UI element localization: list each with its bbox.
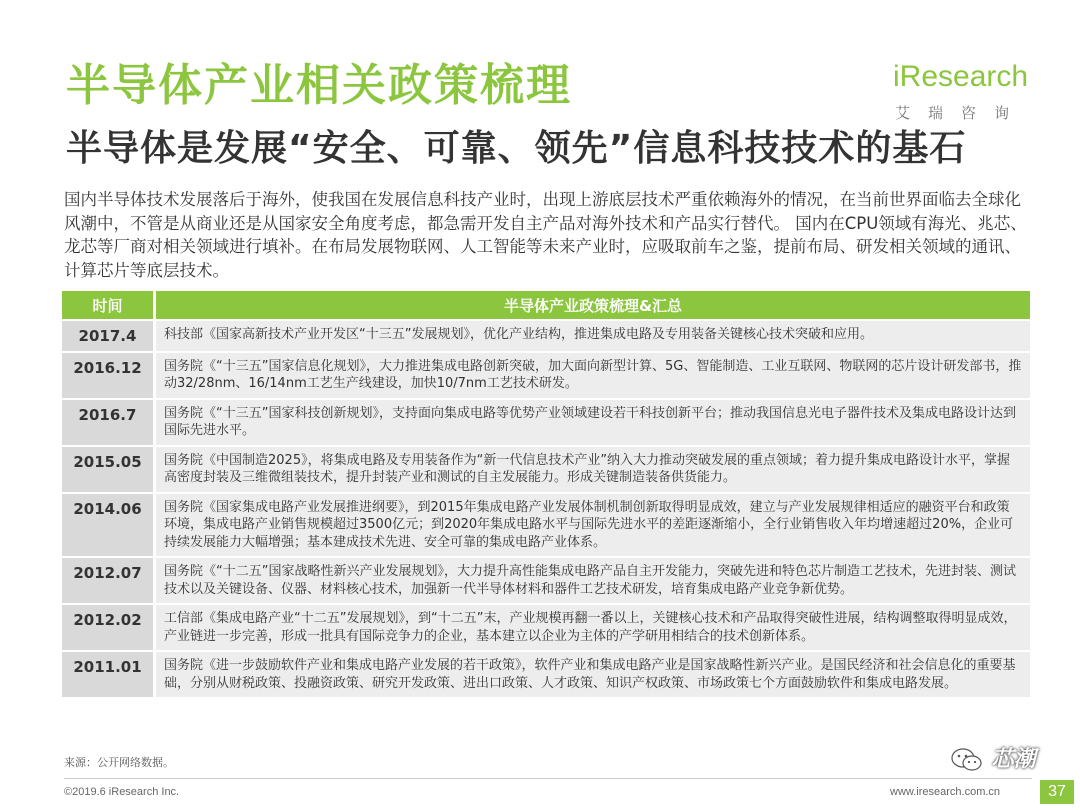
row-content: 国务院《进一步鼓励软件产业和集成电路产业发展的若干政策》，软件产业和集成电路产业是国家战略性新兴产业。是国民经济和社会信息化的重要基础，分别从财税政策、投融资政策、研究开发政策、进出口政策、人才政策、知识产权政策、市场政策七个方面鼓励软件和集成电路发展。 [156,652,1030,697]
row-content: 国务院《国家集成电路产业发展推进纲要》，到2015年集成电路产业发展体制机制创新取得明显成效，建立与产业发展规律相适应的融资平台和政策环境，集成电路产业销售规模超过3500亿元；到2020年集成电路水平与国际先进水平的差距逐渐缩小，全行业销售收入年均增速超过20%，企业可持续发展能力大幅增强；基本建成技术先进、安全可靠的集成电路产业体系。 [156,494,1030,557]
header-time: 时间 [62,291,156,319]
iresearch-logo [893,60,1029,130]
policy-table [62,289,1030,699]
row-content: 工信部《集成电路产业“十二五”发展规划》，到“十二五”末，产业规模再翻一番以上，关键核心技术和产品取得突破性进展，结构调整取得明显成效，产业链进一步完善，形成一批具有国际竞争力的企业，基本建立以企业为主体的产学研用相结合的技术创新体系。 [156,605,1030,650]
table-row [62,321,1030,351]
row-content: 科技部《国家高新技术产业开发区“十三五”发展规划》，优化产业结构，推进集成电路及专用装备关键核心技术突破和应用。 [156,321,1030,351]
page-subtitle: 半导体是发展“安全、可靠、领先”信息科技技术的基石 [66,128,967,169]
copyright-text: ©2019.6 iResearch Inc. [64,786,180,798]
table-row [62,494,1030,557]
row-time: 2012.07 [62,558,156,603]
row-content: 国务院《“十三五”国家信息化规划》，大力推进集成电路创新突破，加大面向新型计算、5G、智能制造、工业互联网、物联网的芯片设计研发部书，推动32/28nm、16/14nm工艺生产线建设，加快10/7nm工艺技术研发。 [156,353,1030,398]
row-time: 2016.12 [62,353,156,398]
intro-paragraph: 国内半导体技术发展落后于海外，使我国在发展信息科技产业时，出现上游底层技术严重依赖海外的情况，在当前世界面临去全球化风潮中，不管是从商业还是从国家安全角度考虑，都急需开发自主产品对海外技术和产品实行替代。 国内在CPU领域有海光、兆芯、龙芯等厂商对相关领域进行填补。在布局发展物联网、人工智能等未来产业时，应吸取前车之鉴，提前布局、研发相关领域的通讯、计算芯片等底层技术。 [64,190,1027,280]
header-summary: 半导体产业政策梳理&汇总 [156,291,1030,319]
row-content: 国务院《“十二五”国家战略性新兴产业发展规划》，大力提升高性能集成电路产品自主开发能力，突破先进和特色芯片制造工艺技术，先进封装、测试技术以及关键设备、仪器、材料核心技术，加强新一代半导体材料和器件工艺技术研发，培育集成电路产业竞争新优势。 [156,558,1030,603]
watermark [950,742,1060,782]
logo-wordmark: iResearch [893,60,1029,93]
table-row [62,447,1030,492]
source-note: 来源：公开网络数据。 [64,756,174,769]
row-content: 国务院《“十三五”国家科技创新规划》，支持面向集成电路等优势产业领域建设若干科技创新平台；推动我国信息光电子器件技术及集成电路设计达到国际先进水平。 [156,400,1030,445]
row-time: 2014.06 [62,494,156,557]
watermark-text: 芯潮 [991,747,1036,772]
table-row [62,558,1030,603]
row-time: 2012.02 [62,605,156,650]
page-title: 半导体产业相关政策梳理 [66,60,572,111]
row-time: 2017.4 [62,321,156,351]
website-url: www.iresearch.com.cn [890,786,1001,798]
table-row [62,400,1030,445]
table-row [62,652,1030,697]
table-row [62,353,1030,398]
table-row [62,605,1030,650]
page-number: 37 [1040,780,1074,804]
footer-divider [64,778,1032,779]
logo-chinese-name: 艾瑞咨询 [895,104,1028,122]
row-content: 国务院《中国制造2025》，将集成电路及专用装备作为“新一代信息技术产业”纳入大力推动突破发展的重点领域；着力提升集成电路设计水平，掌握高密度封装及三维微组装技术，提升封装产业和测试的自主发展能力。形成关键制造装备供货能力。 [156,447,1030,492]
row-time: 2015.05 [62,447,156,492]
wechat-icon [950,747,984,773]
row-time: 2011.01 [62,652,156,697]
table-header-row [62,291,1030,319]
row-time: 2016.7 [62,400,156,445]
